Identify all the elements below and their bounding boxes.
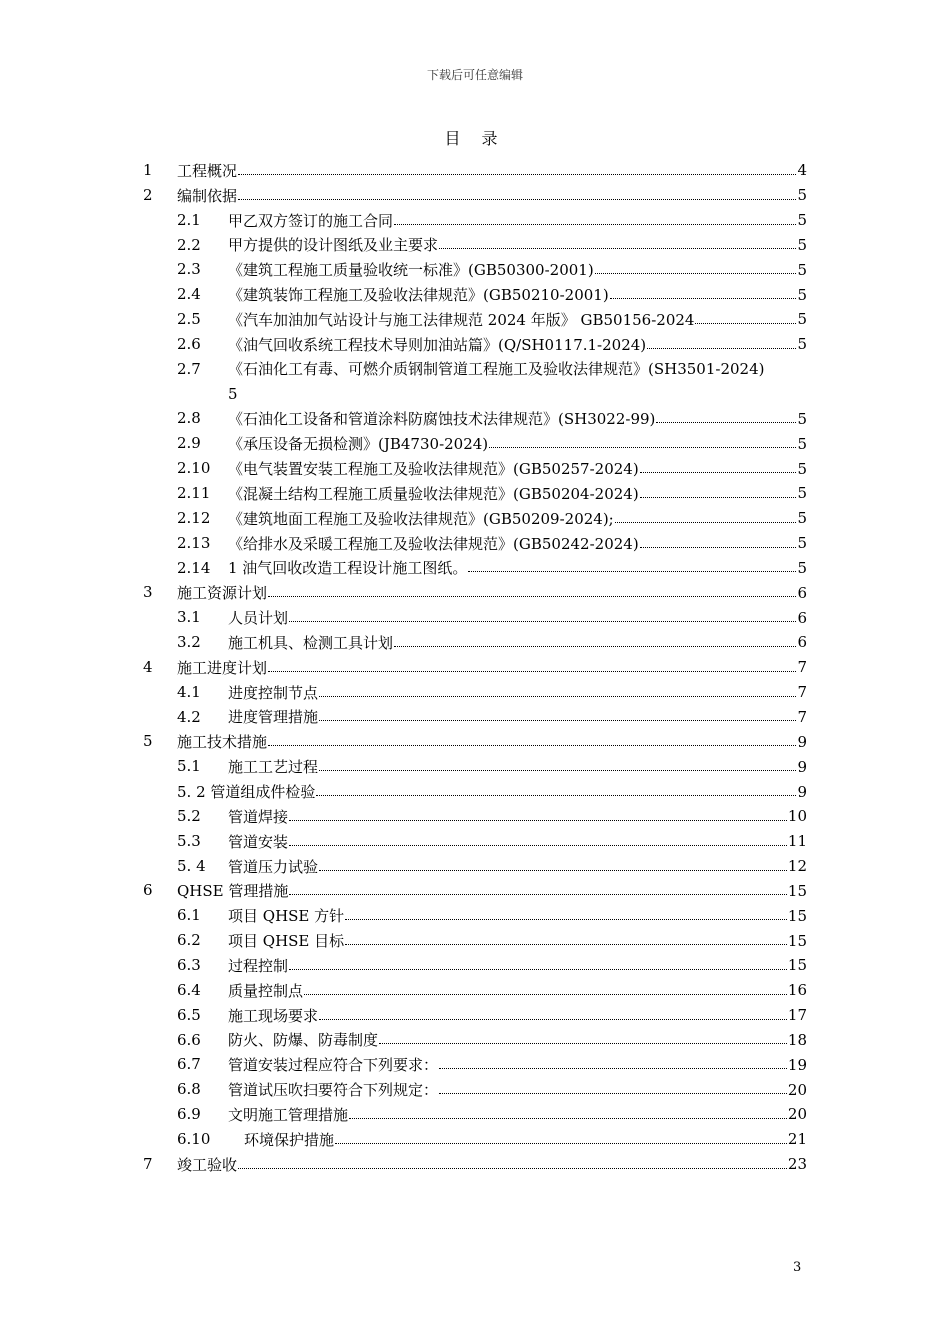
toc-leader-dots (640, 472, 797, 473)
toc-entry-page: 9 (797, 757, 807, 776)
toc-entry-title: 环境保护措施 (244, 1130, 335, 1149)
toc-entry-page: 5 (797, 409, 807, 428)
toc-entry-number: 2.1 (177, 210, 201, 229)
toc-leader-dots (289, 621, 796, 622)
toc-entry-title: 施工现场要求 (228, 1006, 319, 1025)
toc-entry-title: 过程控制 (228, 956, 289, 975)
toc-entry-title: 《承压设备无损检测》(JB4730-2024) (228, 435, 489, 454)
toc-entry-number: 6.8 (177, 1080, 201, 1099)
toc-entry-title: 施工机具、检测工具计划 (228, 633, 394, 652)
toc-entry-number: 5.2 (177, 806, 201, 825)
toc-entry[interactable] (143, 829, 807, 854)
toc-entry-number: 2.14 (177, 558, 211, 577)
toc-entry[interactable] (143, 556, 807, 581)
toc-entry-page: 5 (797, 186, 807, 205)
toc-entry-page: 16 (787, 981, 807, 1000)
toc-entry-number: 5. 4 (177, 856, 206, 875)
toc-entry-number: 2.13 (177, 533, 211, 552)
toc-entry[interactable] (143, 655, 807, 680)
toc-leader-dots (319, 696, 796, 697)
toc-entry-number: 2.12 (177, 508, 211, 527)
toc-entry-number: 6.3 (177, 956, 201, 974)
toc-entry[interactable] (143, 456, 807, 481)
toc-entry-title: 《建筑装饰工程施工及验收法律规范》(GB50210-2001) (228, 286, 609, 305)
toc-entry-page: 7 (797, 683, 807, 702)
toc-entry-title: 1 油气回收改造工程设计施工图纸。 (228, 559, 468, 578)
toc-entry[interactable] (143, 1152, 807, 1177)
toc-entry[interactable] (143, 307, 807, 332)
toc-entry[interactable] (143, 804, 807, 829)
toc-entry-number: 2.6 (177, 334, 201, 353)
toc-entry-number: 6.4 (177, 980, 201, 999)
toc-leader-dots (615, 522, 797, 523)
toc-entry[interactable] (143, 729, 807, 754)
toc-entry[interactable] (143, 605, 807, 630)
toc-entry-number: 3.1 (177, 608, 201, 627)
toc-entry[interactable] (143, 903, 807, 928)
toc-entry-page: 23 (787, 1155, 807, 1174)
toc-entry-page: 15 (787, 956, 807, 975)
toc-leader-dots (647, 348, 796, 349)
toc-entry[interactable] (143, 158, 807, 183)
toc-leader-dots (640, 497, 797, 498)
toc-leader-dots (394, 646, 796, 647)
toc-leader-dots (489, 447, 796, 448)
toc-entry-page: 11 (787, 832, 807, 851)
toc-entry[interactable] (143, 257, 807, 282)
toc-entry-number: 6.7 (177, 1055, 201, 1074)
toc-leader-dots (439, 1093, 787, 1094)
toc-entry-page: 9 (797, 732, 807, 751)
toc-leader-dots (289, 820, 787, 821)
toc-entry-page: 5 (228, 384, 238, 403)
toc-entry-page: 12 (787, 857, 807, 876)
toc-entry[interactable] (143, 854, 807, 879)
toc-leader-dots (695, 323, 796, 324)
toc-entry-title: 管道安装 (228, 832, 289, 851)
page-header: 下载后可任意编辑 (426, 68, 523, 82)
toc-entry[interactable] (143, 928, 807, 953)
toc-leader-dots (379, 1043, 787, 1044)
toc-entry[interactable] (143, 953, 807, 978)
toc-entry-page: 19 (787, 1055, 807, 1074)
toc-entry-page: 7 (797, 707, 807, 726)
toc-entry[interactable] (143, 978, 807, 1003)
toc-leader-dots (468, 571, 796, 572)
toc-entry-number: 5.1 (177, 757, 201, 776)
toc-leader-dots (268, 745, 796, 746)
toc-entry[interactable] (143, 630, 807, 655)
toc-entry-page: 6 (797, 583, 807, 602)
toc-entry-number: 2.10 (177, 459, 211, 478)
toc-leader-dots (319, 1019, 787, 1020)
toc-entry[interactable] (143, 779, 807, 804)
toc-entry-page: 6 (797, 633, 807, 652)
toc-entry-page: 15 (787, 906, 807, 925)
toc-entry[interactable] (143, 1052, 807, 1077)
toc-entry-title: 管道安装过程应符合下列要求： (228, 1056, 439, 1075)
toc-leader-dots (268, 671, 796, 672)
toc-entry[interactable] (143, 1077, 807, 1102)
toc-entry-title: 进度控制节点 (228, 683, 319, 702)
toc-entry-number: 2.11 (177, 483, 211, 502)
toc-entry-number: 6.10 (177, 1129, 211, 1148)
toc-entry-number: 2.7 (177, 359, 201, 378)
toc-leader-dots (238, 199, 796, 200)
toc-entry-number: 2.3 (177, 260, 201, 279)
toc-entry-title: 《石油化工有毒、可燃介质钢制管道工程施工及验收法律规范》(SH3501-2024) (228, 359, 765, 378)
toc-entry-title: 进度管理措施 (228, 708, 319, 727)
toc-entry-page: 10 (787, 807, 807, 826)
toc-entry-number: 6.5 (177, 1005, 201, 1024)
toc-entry[interactable] (143, 183, 807, 208)
toc-entry-number: 6 (143, 881, 153, 900)
toc-entry-number: 4.2 (177, 707, 201, 726)
toc-entry-page: 17 (787, 1006, 807, 1025)
toc-entry[interactable] (143, 506, 807, 531)
toc-entry-number: 2.4 (177, 285, 201, 304)
toc-leader-dots (238, 174, 796, 175)
toc-entry-title: 《油气回收系统工程技术导则加油站篇》(Q/SH0117.1-2024) (228, 335, 647, 354)
toc-entry[interactable] (143, 431, 807, 456)
toc-entry-page: 5 (797, 235, 807, 254)
toc-entry-page: 15 (787, 881, 807, 900)
toc-entry-page: 4 (797, 161, 807, 180)
toc-entry-number: 6.6 (177, 1030, 201, 1049)
toc-entry[interactable] (143, 233, 807, 258)
toc-entry-number: 5.3 (177, 831, 201, 850)
toc-entry-title: 竣工验收 (177, 1155, 238, 1174)
toc-entry-title: QHSE 管理措施 (177, 882, 289, 901)
toc-entry-page: 18 (787, 1030, 807, 1049)
toc-entry-title: 《建筑工程施工质量验收统一标准》(GB50300-2001) (228, 261, 594, 280)
toc-leader-dots (345, 944, 787, 945)
toc-entry-title: 《汽车加油加气站设计与施工法律规范 2024 年版》 GB50156-2024 (228, 310, 695, 329)
toc-entry-number: 7 (143, 1154, 153, 1173)
page-number: 3 (793, 1260, 802, 1275)
toc-entry-number: 2.8 (177, 409, 201, 428)
toc-title: 目 录 (444, 129, 506, 148)
toc-entry-page: 5 (797, 459, 807, 478)
table-of-contents (143, 158, 807, 1177)
toc-entry-page: 5 (797, 509, 807, 528)
toc-entry[interactable] (143, 282, 807, 307)
toc-leader-dots (319, 720, 796, 721)
toc-entry[interactable] (143, 580, 807, 605)
toc-entry-title: 施工技术措施 (177, 733, 268, 752)
toc-entry-title: 甲乙双方签订的施工合同 (228, 211, 394, 230)
toc-entry-page: 9 (797, 782, 807, 801)
toc-leader-dots (289, 845, 787, 846)
toc-entry-title: 文明施工管理措施 (228, 1105, 349, 1124)
toc-leader-dots (610, 298, 797, 299)
toc-leader-dots (349, 1118, 787, 1119)
toc-entry-page: 5 (797, 534, 807, 553)
toc-entry-number: 2 (143, 185, 153, 204)
toc-entry-number: 2.9 (177, 434, 201, 453)
toc-leader-dots (304, 994, 787, 995)
toc-entry-page: 5 (797, 260, 807, 279)
toc-entry-title: 项目 QHSE 方针 (228, 907, 345, 926)
toc-entry[interactable] (143, 1028, 807, 1053)
toc-entry-title: 工程概况 (177, 161, 238, 180)
toc-entry-number: 2.5 (177, 310, 201, 329)
toc-leader-dots (595, 273, 797, 274)
toc-entry[interactable] (143, 332, 807, 357)
toc-entry-number: 2.2 (177, 235, 201, 254)
toc-entry-number: 4 (143, 657, 153, 676)
toc-entry-page: 20 (787, 1105, 807, 1124)
toc-entry-title: 管道试压吹扫要符合下列规定： (228, 1081, 439, 1100)
toc-entry-title: 管道压力试验 (228, 857, 319, 876)
toc-entry[interactable] (143, 531, 807, 556)
toc-entry-number: 6.1 (177, 906, 201, 925)
toc-entry[interactable] (143, 1102, 807, 1127)
toc-leader-dots (238, 1168, 787, 1169)
toc-entry-number: 5 (143, 732, 153, 751)
toc-entry-page: 5 (797, 211, 807, 230)
toc-entry-title: 施工工艺过程 (228, 758, 319, 777)
toc-entry-title: 5. 2 管道组成件检验 (177, 783, 316, 802)
toc-entry[interactable] (143, 481, 807, 506)
toc-entry-title: 甲方提供的设计图纸及业主要求 (228, 236, 439, 255)
toc-entry-title: 编制依据 (177, 186, 238, 205)
toc-entry-title: 项目 QHSE 目标 (228, 932, 345, 951)
toc-leader-dots (640, 547, 797, 548)
toc-entry-page: 5 (797, 335, 807, 354)
toc-leader-dots (316, 795, 796, 796)
toc-entry-title: 人员计划 (228, 609, 289, 628)
toc-leader-dots (335, 1143, 787, 1144)
toc-leader-dots (268, 596, 796, 597)
toc-entry-page: 6 (797, 608, 807, 627)
toc-entry[interactable] (143, 1003, 807, 1028)
toc-entry[interactable] (143, 705, 807, 730)
toc-entry[interactable] (143, 680, 807, 705)
toc-leader-dots (289, 969, 787, 970)
toc-leader-dots (319, 770, 796, 771)
toc-entry[interactable] (143, 1127, 807, 1152)
toc-leader-dots (394, 224, 796, 225)
toc-entry-title: 《混凝土结构工程施工质量验收法律规范》(GB50204-2024) (228, 484, 639, 503)
toc-entry[interactable] (143, 406, 807, 431)
toc-entry-title: 《给排水及采暖工程施工及验收法律规范》(GB50242-2024) (228, 534, 639, 553)
toc-entry[interactable] (143, 878, 807, 903)
toc-entry-page: 5 (797, 558, 807, 577)
toc-entry-title: 防火、防爆、防毒制度 (228, 1031, 379, 1050)
toc-entry-page: 7 (797, 658, 807, 677)
toc-entry[interactable] (143, 754, 807, 779)
toc-leader-dots (289, 894, 787, 895)
toc-entry-title: 管道焊接 (228, 807, 289, 826)
toc-entry-title: 施工资源计划 (177, 584, 268, 603)
toc-entry-number: 3 (143, 583, 153, 602)
toc-entry-title: 《电气装置安装工程施工及验收法律规范》(GB50257-2024) (228, 460, 639, 479)
toc-leader-dots (656, 422, 796, 423)
toc-entry-title: 《石油化工设备和管道涂料防腐蚀技术法律规范》(SH3022-99) (228, 410, 656, 429)
toc-entry[interactable] (143, 208, 807, 233)
toc-entry-number: 6.9 (177, 1105, 201, 1124)
toc-entry-page: 5 (797, 310, 807, 329)
toc-entry-number: 4.1 (177, 682, 201, 701)
toc-leader-dots (439, 248, 796, 249)
toc-entry-page: 5 (797, 434, 807, 453)
toc-leader-dots (439, 1068, 787, 1069)
toc-entry-page: 20 (787, 1080, 807, 1099)
toc-entry[interactable] (143, 357, 807, 407)
toc-entry-page: 21 (787, 1130, 807, 1149)
toc-leader-dots (345, 919, 787, 920)
toc-entry-number: 3.2 (177, 633, 201, 652)
toc-entry-number: 6.2 (177, 931, 201, 950)
toc-entry-page: 15 (787, 931, 807, 950)
toc-entry-title: 施工进度计划 (177, 658, 268, 677)
toc-entry-page: 5 (797, 484, 807, 503)
toc-leader-dots (319, 870, 787, 871)
toc-entry-title: 《建筑地面工程施工及验收法律规范》(GB50209-2024); (228, 509, 614, 528)
toc-entry-number: 1 (143, 161, 153, 179)
toc-entry-page: 5 (797, 285, 807, 304)
toc-entry-title: 质量控制点 (228, 981, 304, 1000)
